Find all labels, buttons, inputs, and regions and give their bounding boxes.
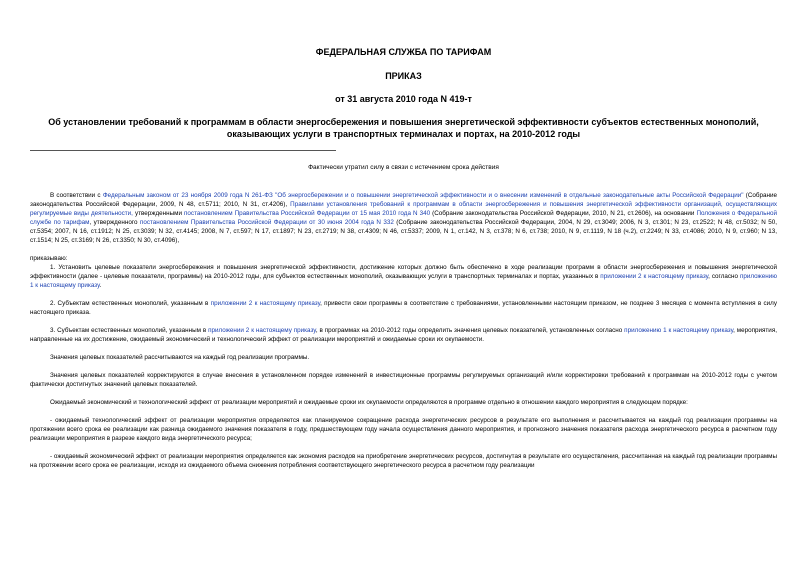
item-3-text-2: , в программах на 2010-2012 годы определить значения целевых показателей, установленных согласно — [315, 327, 625, 334]
item-2-text-1: 2. Субъектам естественных монополий, указанным в — [50, 300, 211, 307]
link-fst-regulation[interactable]: Положения о Федеральной службе по тарифам — [30, 210, 778, 226]
item-2-text-2: , привести свои программы в соответствие с требованиями, установленными настоящим приказом, не позднее 3 месяцев с момента вступления в силу настоящего приказа. — [30, 300, 777, 316]
document-date: от 31 августа 2010 года N 419-т — [335, 94, 472, 104]
status-note: Фактически утратил силу в связи с истечением срока действия — [308, 164, 499, 171]
link-appendix-2[interactable]: приложении 2 к настоящему приказу — [600, 273, 709, 280]
bullet-technological-effect: - ожидаемый технологический эффект от реализации мероприятия определяется как планируемое сокращение расхода энергетических ресурсов в результате его выполнения и рассчитывается на каждый год реализации программы на протяжении всего срока ее реализации как разница ожидаемого значения показателя в году, предшествующем году начала осуществления данного мероприятия, и прогнозного значения показателя расхода энергетического ресурса в расчетном году реализации мероприятия в разрезе каждого вида энергетического ресурса; — [30, 417, 777, 442]
link-appendix-1[interactable]: приложению 1 к настоящему приказу — [624, 327, 734, 334]
preamble-text-4: (Собрание законодательства Российской Федерации, 2010, N 21, ст.2606), на основании — [430, 210, 697, 217]
item-3-text-3: , мероприятия, направленные на их достижение, ожидаемый экономический и технологический эффект от реализации мероприятий и ожидаемые сроки их окупаемости. — [30, 327, 777, 343]
item-1-text-1: 1. Установить целевые показатели энергосбережения и повышения энергетической эффективности, достижение которых должно быть обеспечено в ходе реализации программ в области энергосбережения и повышения энергетической эффективности (далее - целевые показатели, программы) на 2010-2012 годы, для субъектов естественных монополий, оказывающих услуги в транспортных терминалах и портах, указанных в — [30, 264, 777, 280]
preamble-text-5: , утвержденного — [89, 219, 140, 226]
preamble-text-1: В соответствии с — [50, 192, 103, 199]
link-federal-law-261[interactable]: Федеральным законом от 23 ноября 2009 года N 261-ФЗ "Об энергосбережении и о повышении энергетической эффективности и о внесении изменений в отдельные законодательные акты Российской Федерации" — [102, 192, 744, 199]
agency-heading: ФЕДЕРАЛЬНАЯ СЛУЖБА ПО ТАРИФАМ — [315, 47, 492, 57]
preamble-text-6: (Собрание законодательства Российской Федерации, 2004, N 29, ст.3049; 2006, N 3, ст.301; N 23, ст.2522; N 48, ст.5032; N 50, ст.5354; 2007, N 16, ст.1912; N 25, ст.3039; N 32, ст.4145; 2008, N 7, ст.597; N 17, ст.1897; N 23, ст.2719; N 38, ст.4309; N 46, ст.5337; 2009, N 1, ст.142, N 3, ст.378; N 6, ст.738; 2010, N 9, ст.1119, N 18 (ч.2), ст.2249; N 33, ст.4086; 2010, N 9, ст.960; N 13, ст.1514; N 25, ст.3169; N 26, ст.3350; N 30, ст.4096), — [30, 219, 777, 244]
order-word: приказываю: — [30, 255, 68, 262]
item-2 — [30, 299, 777, 317]
link-resolution-340[interactable]: постановлением Правительства Российской Федерации от 15 мая 2010 года N 340 — [184, 210, 431, 217]
item-3-text-1: 3. Субъектам естественных монополий, указанным в — [50, 327, 209, 334]
link-appendix-2[interactable]: приложении 2 к настоящему приказу — [210, 300, 321, 307]
paragraph-adjust: Значения целевых показателей корректируются в случае внесения в установленном порядке изменений в инвестиционные программы регулируемых организаций и/или корректировки требований к программам на 2010-2012 годы с учетом фактически достигнутых значений целевых показателей. — [30, 372, 777, 388]
paragraph-values: Значения целевых показателей рассчитываются на каждый год реализации программы. — [50, 354, 310, 361]
divider — [30, 150, 336, 151]
document-type: ПРИКАЗ — [385, 71, 422, 81]
link-appendix-1[interactable]: приложению 1 к настоящему приказу — [30, 273, 777, 289]
preamble-paragraph — [30, 191, 777, 245]
preamble-text-2: (Собрание законодательства Российской Федерации, 2009, N 48, ст.5711; 2010, N 31, ст.4206), — [30, 192, 777, 208]
link-rules-requirements[interactable]: Правилами установления требований к программам в области энергосбережения и повышения энергетической эффективности организаций, осуществляющих регулируемые виды деятельности, — [30, 201, 777, 217]
preamble-text-3: утвержденными — [132, 210, 185, 217]
link-resolution-332[interactable]: постановлением Правительства Российской Федерации от 30 июня 2004 года N 332 — [139, 219, 394, 226]
document-title: Об установлении требований к программам в области энергосбережения и повышения энергетической эффективности субъектов естественных монополий, оказывающих услуги в транспортных терминалах и портах, на 2010-2012 годы — [48, 117, 759, 139]
paragraph-effect: Ожидаемый экономический и технологический эффект от реализации мероприятий и ожидаемые сроки их окупаемости определяются в программе отдельно в отношении каждого мероприятия в следующем порядке: — [50, 399, 688, 406]
item-1-text-2: , согласно — [708, 273, 740, 280]
link-appendix-2[interactable]: приложении 2 к настоящему приказу — [208, 327, 316, 334]
document-body — [30, 191, 777, 470]
item-1-text-3: . — [99, 282, 102, 289]
bullet-economic-effect: - ожидаемый экономический эффект от реализации мероприятия определяется как экономия расходов на приобретение энергетических ресурсов, достигнутая в результате его осуществления, рассчитанная на каждый год реализации программы на протяжении всего срока ее реализации, исходя из ожидаемого объема снижения потребления соответствующего энергетического ресурса в расчетном году реализации — [30, 453, 777, 469]
item-3 — [30, 326, 777, 344]
item-1 — [30, 263, 777, 290]
